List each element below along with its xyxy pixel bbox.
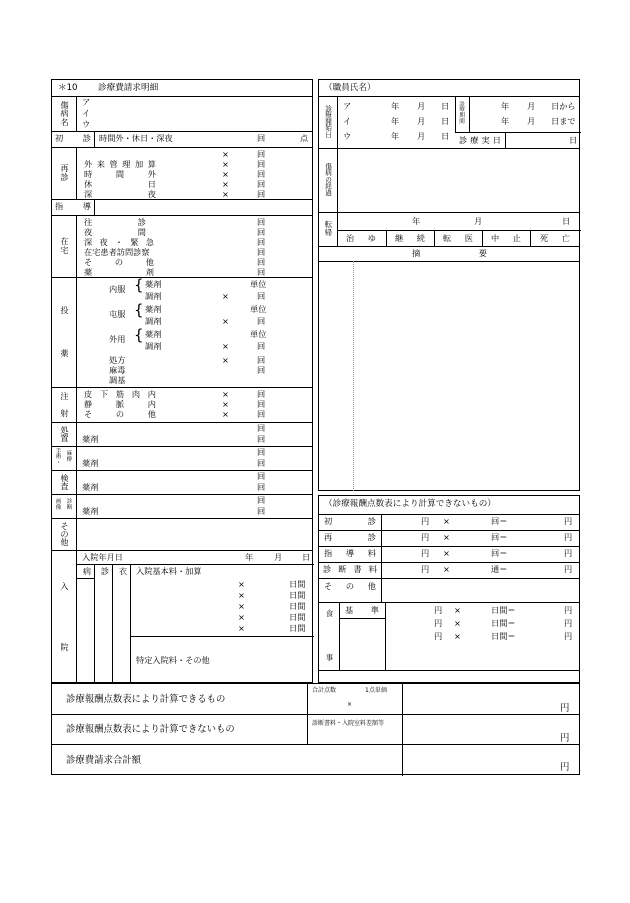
injection-unit-0: 回 bbox=[257, 389, 266, 399]
medication-extra-2-name: 調基 bbox=[109, 375, 126, 385]
admission-basic-fee-label: 入院基本料・加算 bbox=[136, 566, 202, 576]
outcome-option-cured[interactable]: 治 ゆ bbox=[346, 233, 376, 243]
meal-mult-1: × bbox=[454, 618, 461, 628]
medication-group-tonpuku: 屯服 bbox=[109, 309, 126, 319]
admission-fee-unit-0: 日間 bbox=[289, 579, 306, 589]
period-day-1: 日まで bbox=[551, 116, 576, 126]
remarks-label: 摘 要 bbox=[412, 248, 487, 258]
admission-date-day: 日 bbox=[302, 552, 311, 562]
revisit-mult-1: × bbox=[222, 159, 229, 169]
revisit-mult-4: × bbox=[222, 189, 229, 199]
start-date-month-0: 月 bbox=[417, 101, 426, 111]
meal-yen-2: 円 bbox=[434, 631, 443, 641]
surgery-unit-2: 回 bbox=[257, 458, 266, 468]
footer-unit-2: 円 bbox=[560, 762, 570, 773]
noncalc-unit-3: 通＝ bbox=[491, 564, 508, 574]
admission-fee-mult-1: × bbox=[238, 590, 245, 600]
start-date-year-0: 年 bbox=[391, 101, 400, 111]
injection-unit-1: 回 bbox=[257, 399, 266, 409]
noncalc-mult-3: × bbox=[443, 564, 450, 574]
home-care-unit-2: 回 bbox=[257, 237, 266, 247]
imaging-unit-1: 回 bbox=[257, 495, 266, 505]
outcome-option-continuing[interactable]: 継 続 bbox=[395, 233, 425, 243]
treatment-label: 処 置 bbox=[60, 424, 69, 443]
medication-extra-0-name: 処方 bbox=[109, 355, 126, 365]
medication-group-gaiyo: 外用 bbox=[109, 334, 126, 344]
revisit-label: 再 診 bbox=[60, 163, 69, 182]
period-day-0: 日から bbox=[551, 101, 576, 111]
disease-progress-label: 傷 病 の 経 過 bbox=[325, 162, 332, 197]
footer-label-1: 診療報酬点数表により計算できないもの bbox=[66, 724, 235, 735]
injection-name-0: 皮 下 筋 肉 内 bbox=[84, 389, 156, 399]
noncalc-yen-2: 円 bbox=[421, 548, 430, 558]
start-date-day-1: 日 bbox=[441, 116, 450, 126]
meal-yen-0: 円 bbox=[434, 605, 443, 615]
revisit-unit-4: 回 bbox=[257, 189, 266, 199]
admission-col-byo: 病 bbox=[82, 566, 92, 576]
treatment-period-label: 診 療 期 間 bbox=[459, 101, 465, 125]
noncalc-label-0: 初 診 bbox=[324, 516, 376, 526]
outcome-day: 日 bbox=[562, 216, 571, 226]
injection-name-2: そ の 他 bbox=[84, 409, 156, 419]
period-year-0: 年 bbox=[501, 101, 510, 111]
noncalc-total-2: 円 bbox=[564, 548, 573, 558]
medication-gaiyo-row0-name: 薬剤 bbox=[145, 329, 162, 339]
admission-fee-unit-4: 日間 bbox=[289, 623, 306, 633]
form-title: 診療費請求明細 bbox=[98, 83, 159, 93]
revisit-unit-0: 回 bbox=[257, 149, 266, 159]
first-visit-item: 時間外・休日・深夜 bbox=[99, 133, 173, 143]
noncalc-label-3: 診 断 書 料 bbox=[323, 564, 377, 574]
imaging-sub: 薬剤 bbox=[82, 506, 99, 516]
home-care-unit-1: 回 bbox=[257, 227, 266, 237]
home-care-unit-5: 回 bbox=[257, 267, 266, 277]
medication-extra-0-mult: × bbox=[222, 355, 229, 365]
period-month-1: 月 bbox=[527, 116, 536, 126]
first-visit-points-unit: 点 bbox=[300, 133, 309, 143]
start-date-mark-2: ウ bbox=[343, 131, 352, 141]
meal-label: 食 事 bbox=[325, 609, 334, 662]
medication-label: 投 薬 bbox=[60, 305, 69, 358]
footer-label-0: 診療報酬点数表により計算できるもの bbox=[66, 694, 226, 705]
medication-gaiyo-row1-unit: 回 bbox=[257, 341, 266, 351]
treatment-sub: 薬剤 bbox=[82, 434, 99, 444]
footer-totals-panel bbox=[51, 683, 580, 775]
right-top-panel bbox=[318, 79, 580, 491]
meal-yen-1: 円 bbox=[434, 618, 443, 628]
form-number: ＊10 bbox=[58, 83, 78, 93]
period-month-0: 月 bbox=[527, 101, 536, 111]
medication-tonpuku-row1-mult: × bbox=[222, 316, 229, 326]
admission-date-month: 月 bbox=[274, 552, 283, 562]
admission-fee-unit-1: 日間 bbox=[289, 590, 306, 600]
actual-days-unit: 日 bbox=[569, 135, 578, 145]
disease-name-label: 傷 病 名 bbox=[60, 100, 69, 127]
surgery-unit-1: 回 bbox=[257, 447, 266, 457]
home-care-name-4: そ の 他 bbox=[84, 257, 154, 267]
medication-gaiyo-row1-mult: × bbox=[222, 341, 229, 351]
disease-row-i[interactable]: イ bbox=[82, 108, 91, 118]
start-date-mark-1: イ bbox=[343, 116, 352, 126]
footer-note-b-0: 1点単価 bbox=[365, 687, 387, 694]
start-date-year-2: 年 bbox=[391, 131, 400, 141]
start-date-mark-0: ア bbox=[343, 101, 352, 111]
brace-icon-tonpuku: { bbox=[134, 301, 144, 319]
imaging-unit-2: 回 bbox=[257, 506, 266, 516]
meal-mult-2: × bbox=[454, 631, 461, 641]
admission-date-label: 入院年月日 bbox=[82, 552, 123, 562]
medication-group-naifuku: 内服 bbox=[109, 284, 126, 294]
noncalc-total-0: 円 bbox=[564, 516, 573, 526]
noncalculable-title: （診療報酬点数表により計算できないもの） bbox=[324, 499, 496, 509]
treatment-unit-1: 回 bbox=[257, 423, 266, 433]
treatment-unit-2: 回 bbox=[257, 434, 266, 444]
meal-standard-label: 基 準 bbox=[345, 605, 379, 615]
admission-fee-mult-4: × bbox=[238, 623, 245, 633]
revisit-unit-2: 回 bbox=[257, 169, 266, 179]
footer-note-a-0: 合計点数 bbox=[312, 687, 337, 694]
noncalc-unit-0: 回＝ bbox=[491, 516, 508, 526]
noncalc-mult-1: × bbox=[443, 532, 450, 542]
admission-fee-mult-3: × bbox=[238, 612, 245, 622]
footer-unit-0: 円 bbox=[560, 703, 570, 714]
disease-row-a[interactable]: ア bbox=[82, 97, 91, 107]
outcome-year: 年 bbox=[412, 216, 421, 226]
noncalc-label-1: 再 診 bbox=[324, 532, 376, 542]
meal-total-0: 円 bbox=[564, 605, 573, 615]
noncalc-unit-2: 回＝ bbox=[491, 548, 508, 558]
start-date-label: 診 療 開 始 日 bbox=[325, 104, 332, 139]
brace-icon-gaiyo: { bbox=[134, 326, 144, 344]
admission-fee-unit-3: 日間 bbox=[289, 612, 306, 622]
other-label: そ の 他 bbox=[60, 520, 69, 548]
home-care-unit-3: 回 bbox=[257, 247, 266, 257]
examination-label: 検 査 bbox=[60, 472, 69, 491]
revisit-name-3: 休 日 bbox=[84, 179, 156, 189]
surgery-sub: 薬剤 bbox=[82, 458, 99, 468]
noncalculable-panel bbox=[318, 495, 580, 683]
injection-mult-2: × bbox=[222, 409, 229, 419]
noncalc-total-1: 円 bbox=[564, 532, 573, 542]
meal-unit-1: 日間＝ bbox=[491, 618, 516, 628]
guidance-label: 指 導 bbox=[55, 201, 91, 211]
home-care-name-2: 深 夜 ・ 緊 急 bbox=[84, 237, 154, 247]
meal-unit-2: 日間＝ bbox=[491, 631, 516, 641]
medication-tonpuku-row0-unit: 単位 bbox=[250, 304, 267, 314]
left-panel: ＊10 診療費請求明細 傷 病 名 ア イ ウ 初 診 時間外・休日・深夜 回 点 再 診 × 回 外 来 管 理 加 算 × 回 時 間 外 × 回 休 日 × 回 深 夜 × 回 指 導 在 宅 往 診 回 夜 間 回 深 夜 ・ 緊 急 回 在宅患者訪問診察 回 そ の 他 回 薬 剤 回 投 薬 内服 { 薬剤 単位 調剤 × 回 屯服 { 薬剤 単位 調剤 × 回 外用 { 薬剤 単位 調剤 × 回 処方 × 回 麻毒 回 調基 注 射 皮 下 筋 肉 内 × 回 静 脈 内 × 回 そ の 他 × 回 処 置 回 薬剤 回 手 術 ・ 麻 酔 回 薬剤 回 検 査 回 薬剤 回 画 像 診 断 回 薬剤 回 そ の 他 入 院 入院年月日 年 月 日 病 診 衣 入院基本料・加算 × 日間 × 日間 × 日間 × 日間 × 日間 特定入院料・その他 bbox=[51, 79, 313, 683]
noncalc-unit-1: 回＝ bbox=[491, 532, 508, 542]
start-date-day-2: 日 bbox=[441, 131, 450, 141]
medication-tonpuku-row1-unit: 回 bbox=[257, 316, 266, 326]
medication-tonpuku-row1-name: 調剤 bbox=[145, 316, 162, 326]
home-care-unit-4: 回 bbox=[257, 257, 266, 267]
admission-fee-mult-2: × bbox=[238, 601, 245, 611]
revisit-name-4: 深 夜 bbox=[84, 189, 156, 199]
revisit-mult-0: × bbox=[222, 149, 229, 159]
examination-unit-2: 回 bbox=[257, 482, 266, 492]
examination-unit-1: 回 bbox=[257, 471, 266, 481]
medication-naifuku-row1-mult: × bbox=[222, 291, 229, 301]
actual-days-label: 診 療 実 日 bbox=[459, 135, 501, 145]
outcome-month: 月 bbox=[474, 216, 483, 226]
outcome-option-death[interactable]: 死 亡 bbox=[540, 233, 570, 243]
period-year-1: 年 bbox=[501, 116, 510, 126]
injection-label: 注 射 bbox=[60, 390, 69, 418]
home-care-name-5: 薬 剤 bbox=[84, 267, 154, 277]
home-care-label: 在 宅 bbox=[60, 236, 69, 255]
medication-gaiyo-row0-unit: 単位 bbox=[250, 329, 267, 339]
admission-col-shin: 診 bbox=[100, 566, 110, 576]
medication-tonpuku-row0-name: 薬剤 bbox=[145, 304, 162, 314]
noncalc-label-2: 指 導 料 bbox=[324, 548, 376, 558]
admission-special-label: 特定入院料・その他 bbox=[136, 655, 210, 665]
meal-total-2: 円 bbox=[564, 631, 573, 641]
noncalc-yen-0: 円 bbox=[421, 516, 430, 526]
first-visit-times-unit: 回 bbox=[257, 133, 266, 143]
admission-fee-mult-0: × bbox=[238, 579, 245, 589]
medication-extra-1-unit: 回 bbox=[257, 365, 266, 375]
home-care-unit-0: 回 bbox=[257, 217, 266, 227]
revisit-unit-3: 回 bbox=[257, 179, 266, 189]
brace-icon-naifuku: { bbox=[134, 276, 144, 294]
meal-unit-0: 日間＝ bbox=[491, 605, 516, 615]
home-care-name-3: 在宅患者訪問診察 bbox=[84, 247, 150, 257]
noncalc-yen-3: 円 bbox=[421, 564, 430, 574]
start-date-day-0: 日 bbox=[441, 101, 450, 111]
injection-mult-1: × bbox=[222, 399, 229, 409]
medication-naifuku-row1-unit: 回 bbox=[257, 291, 266, 301]
footer-label-2: 診療費請求合計額 bbox=[66, 755, 142, 766]
noncalc-mult-0: × bbox=[443, 516, 450, 526]
admission-col-i: 衣 bbox=[118, 566, 128, 576]
noncalc-total-3: 円 bbox=[564, 564, 573, 574]
outcome-option-stopped[interactable]: 中 止 bbox=[491, 233, 521, 243]
noncalc-other-label: そ の 他 bbox=[324, 581, 376, 591]
medication-extra-0-unit: 回 bbox=[257, 355, 266, 365]
medication-extra-1-name: 麻毒 bbox=[109, 365, 126, 375]
revisit-mult-3: × bbox=[222, 179, 229, 189]
revisit-name-2: 時 間 外 bbox=[84, 169, 156, 179]
noncalc-yen-1: 円 bbox=[421, 532, 430, 542]
first-visit-label: 初 診 bbox=[55, 133, 91, 143]
admission-date-year: 年 bbox=[245, 552, 254, 562]
footer-note-mult-0: × bbox=[347, 701, 353, 708]
start-date-month-2: 月 bbox=[417, 131, 426, 141]
start-date-year-1: 年 bbox=[391, 116, 400, 126]
medication-naifuku-row1-name: 調剤 bbox=[145, 291, 162, 301]
home-care-name-0: 往 診 bbox=[84, 217, 146, 227]
outcome-option-transfer[interactable]: 転 医 bbox=[443, 233, 473, 243]
remarks-divider bbox=[353, 261, 354, 491]
medication-naifuku-row0-unit: 単位 bbox=[250, 279, 267, 289]
examination-sub: 薬剤 bbox=[82, 482, 99, 492]
injection-unit-2: 回 bbox=[257, 409, 266, 419]
outcome-label: 転 帰 bbox=[324, 220, 333, 237]
medication-gaiyo-row1-name: 調剤 bbox=[145, 341, 162, 351]
footer-unit-1: 円 bbox=[560, 733, 570, 744]
revisit-name-1: 外 来 管 理 加 算 bbox=[84, 159, 156, 169]
admission-fee-unit-2: 日間 bbox=[289, 601, 306, 611]
start-date-month-1: 月 bbox=[417, 116, 426, 126]
noncalc-mult-2: × bbox=[443, 548, 450, 558]
footer-note-a-1: 診断書料・入院室料差額等 bbox=[312, 720, 385, 727]
revisit-mult-2: × bbox=[222, 169, 229, 179]
medication-naifuku-row0-name: 薬剤 bbox=[145, 279, 162, 289]
revisit-unit-1: 回 bbox=[257, 159, 266, 169]
staff-name-label: （職員氏名） bbox=[324, 83, 376, 93]
admission-label: 入 院 bbox=[60, 580, 69, 652]
meal-total-1: 円 bbox=[564, 618, 573, 628]
home-care-name-1: 夜 間 bbox=[84, 227, 146, 237]
meal-mult-0: × bbox=[454, 605, 461, 615]
disease-row-u[interactable]: ウ bbox=[82, 119, 91, 129]
injection-name-1: 静 脈 内 bbox=[84, 399, 156, 409]
injection-mult-0: × bbox=[222, 389, 229, 399]
